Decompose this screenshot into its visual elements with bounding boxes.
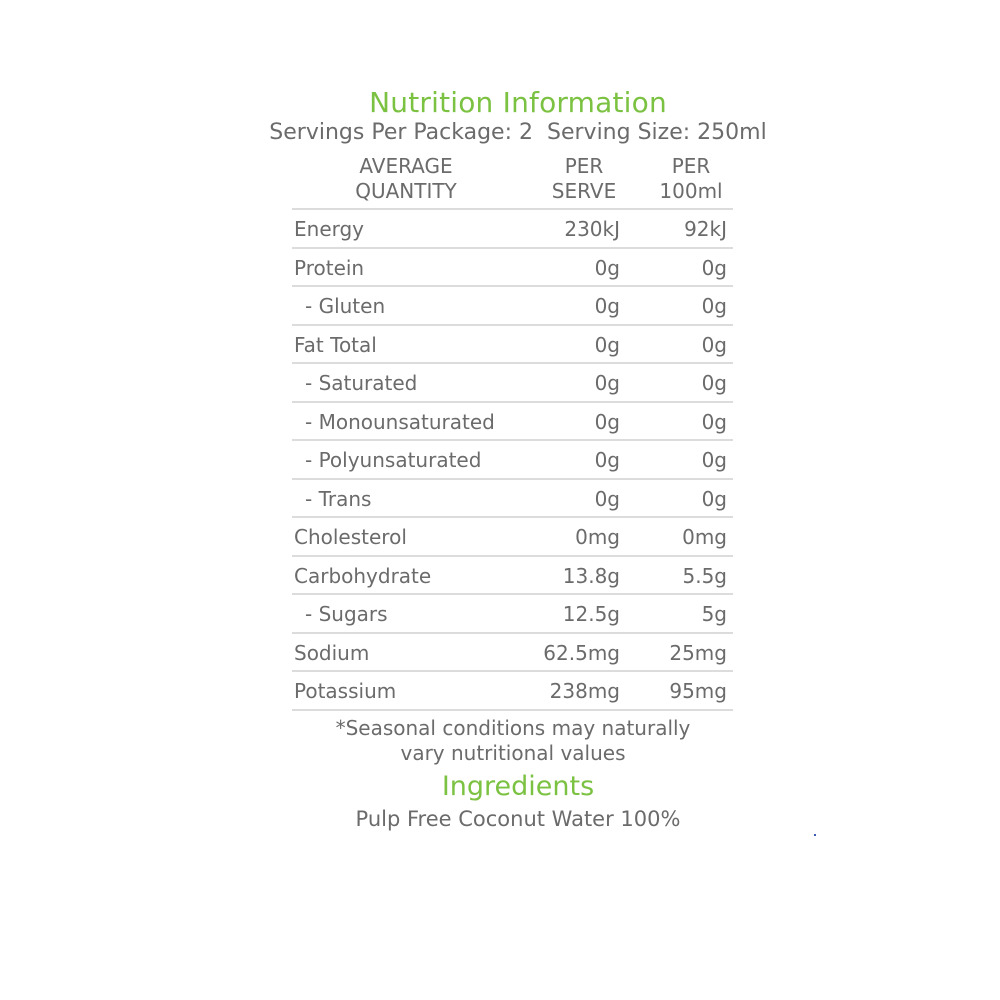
per-serve-value: 0g	[594, 294, 620, 318]
nutrient-name: - Polyunsaturated	[305, 448, 482, 472]
table-body	[292, 210, 733, 711]
per-serve-value: 0g	[594, 448, 620, 472]
per-100ml-value: 92kJ	[684, 217, 727, 241]
table-row	[292, 518, 733, 557]
header-quantity-line1: AVERAGE	[359, 154, 453, 178]
nutrient-name: - Saturated	[305, 371, 418, 395]
per-serve-value: 230kJ	[564, 217, 620, 241]
nutrient-name: - Trans	[305, 486, 372, 511]
nutrient-name: Cholesterol	[294, 525, 407, 549]
footnote	[0, 716, 1000, 766]
per-100ml-value: 0g	[701, 371, 727, 395]
nutrient-name: Protein	[294, 255, 365, 280]
footnote-line2: vary nutritional values	[400, 741, 626, 765]
nutrient-name: Energy	[294, 217, 365, 241]
table-row	[292, 441, 733, 480]
header-average-quantity	[322, 154, 490, 204]
nutrient-name: Sodium	[294, 640, 370, 665]
table-row	[292, 480, 733, 519]
per-serve-value: 0g	[594, 486, 620, 511]
per-serve-value: 0g	[594, 409, 620, 434]
nutrient-name: Potassium	[294, 679, 397, 703]
per-serve-value: 62.5mg	[543, 640, 620, 665]
servings-line	[0, 119, 1000, 147]
per-100ml-value: 0g	[701, 294, 727, 318]
nutrition-table	[292, 150, 733, 711]
per-100ml-value: 0g	[701, 448, 727, 472]
per-serve-value: 12.5g	[562, 602, 620, 626]
ingredients-text: Pulp Free Coconut Water 100%	[355, 807, 681, 831]
ingredients-title: Ingredients	[441, 771, 595, 802]
table-header	[292, 150, 733, 210]
header-serve-line1: PER	[564, 154, 604, 178]
per-serve-value: 0mg	[575, 525, 620, 549]
header-100-line1: PER	[671, 154, 711, 178]
table-row	[292, 210, 733, 249]
per-serve-value: 0g	[594, 255, 620, 280]
table-row	[292, 595, 733, 634]
header-100-line2: 100ml	[659, 179, 723, 203]
nutrient-name: - Monounsaturated	[305, 409, 495, 434]
header-per-100ml	[644, 154, 738, 204]
per-100ml-value: 0g	[701, 409, 727, 434]
per-100ml-value: 5g	[701, 602, 727, 626]
header-per-serve	[534, 154, 634, 204]
per-100ml-value: 95mg	[669, 679, 727, 703]
per-100ml-value: 0g	[701, 332, 727, 357]
servings-per-package: Servings Per Package: 2	[269, 120, 533, 145]
serving-size: Serving Size: 250ml	[547, 120, 767, 145]
per-serve-value: 0g	[594, 371, 620, 395]
per-100ml-value: 0g	[701, 255, 727, 280]
table-row	[292, 249, 733, 288]
per-serve-value: 13.8g	[562, 563, 620, 588]
per-100ml-value: 0g	[701, 486, 727, 511]
footnote-line1: *Seasonal conditions may naturally	[335, 716, 691, 740]
nutrient-name: - Sugars	[305, 602, 388, 626]
header-quantity-line2: QUANTITY	[355, 179, 457, 203]
table-row	[292, 403, 733, 442]
nutrient-name: Fat Total	[294, 332, 377, 357]
nutrient-name: Carbohydrate	[294, 563, 432, 588]
per-serve-value: 238mg	[549, 679, 620, 703]
per-100ml-value: 25mg	[669, 640, 727, 665]
table-row	[292, 672, 733, 711]
table-row	[292, 364, 733, 403]
header-serve-line2: SERVE	[551, 179, 617, 203]
per-100ml-value: 5.5g	[682, 563, 727, 588]
table-row	[292, 287, 733, 326]
nutrient-name: - Gluten	[305, 294, 386, 318]
table-row	[292, 634, 733, 673]
nutrition-title: Nutrition Information	[369, 86, 667, 119]
table-row	[292, 557, 733, 596]
table-row	[292, 326, 733, 365]
per-100ml-value: 0mg	[682, 525, 727, 549]
stray-dot	[814, 834, 816, 836]
per-serve-value: 0g	[594, 332, 620, 357]
